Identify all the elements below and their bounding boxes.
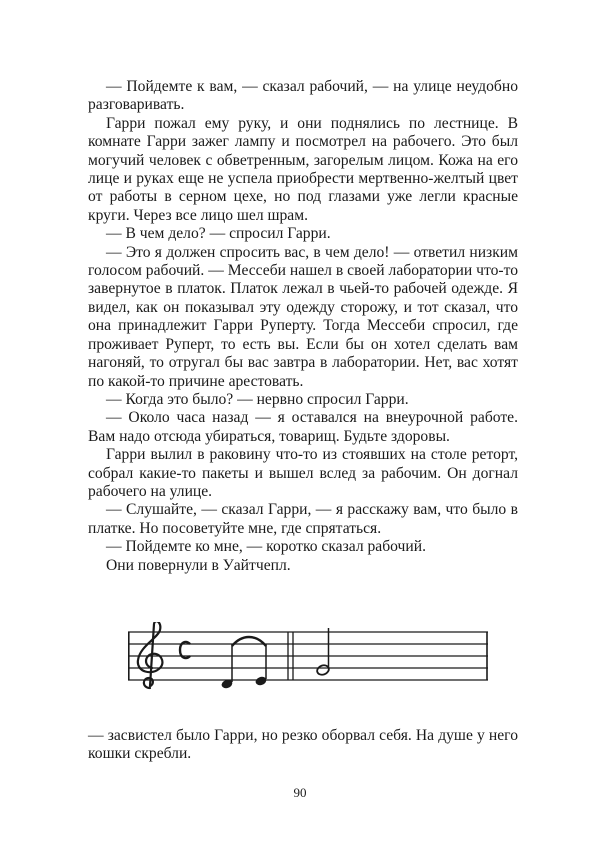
paragraph: — Это я должен спросить вас, в чем дело! — ответил низким голосом рабочий. — Мессеби нашел в своей лаборатории что-то завернутое в платок. Платок лежал в чьей-то рабочей одежде. Я видел, как он показывал эту одежду сторожу, и тот сказал, что она принадлежит Гарри Руперту. Тогда Мессеби спросил, где проживает Руперт, то есть вы. Если бы он хотел сделать вам нагоняй, то отругал бы вас завтра в лаборатории. Нет, вас хотят по какой-то причине арестовать. <box>88 243 518 390</box>
paragraph: — В чем дело? — спросил Гарри. <box>106 225 331 243</box>
paragraph: — Около часа назад — я оставался на внеурочной работе. Вам надо отсюда убираться, товарищ. Будьте здоровы. <box>88 409 518 445</box>
paragraph: — засвистел было Гарри, но резко оборвал себя. На душе у него кошки скребли. <box>88 727 518 763</box>
note-eighth <box>254 644 267 687</box>
paragraph: Гарри вылил в раковину что-то из стоявших на столе реторт, собрал какие-то пакеты и вышел вслед за рабочим. Он догнал рабочего на улице. <box>88 446 518 500</box>
page-number: 90 <box>293 785 307 800</box>
paragraph: Они повернули в Уайтчепл. <box>106 556 291 574</box>
after-music-text <box>88 727 518 764</box>
paragraph: — Слушайте, — сказал Гарри, — я расскажу вам, что было в платке. Но посоветуйте мне, где спрятаться. <box>88 501 518 537</box>
paragraph: Гарри пожал ему руку, и они поднялись по лестнице. В комнате Гарри зажег лампу и посмотрел на рабочего. Это был могучий человек с обветренным, загорелым лицом. Кожа на его лице и руках еще не успела приобрести мертвенно-желтый цвет от работы в серном цехе, но под глазами уже легли красные круги. Через все лицо шел шрам. <box>88 114 518 224</box>
note-eighth <box>220 644 233 690</box>
paragraph: — Когда это было? — нервно спросил Гарри. <box>106 390 409 408</box>
music-staff-figure <box>128 622 488 690</box>
paragraph: — Пойдемте к вам, — сказал рабочий, — на улице неудобно разговаривать. <box>88 78 518 114</box>
paragraph: — Пойдемте ко мне, — коротко сказал рабочий. <box>106 538 426 556</box>
note-beam <box>232 637 266 646</box>
body-text <box>88 78 518 575</box>
note-half <box>316 628 330 676</box>
